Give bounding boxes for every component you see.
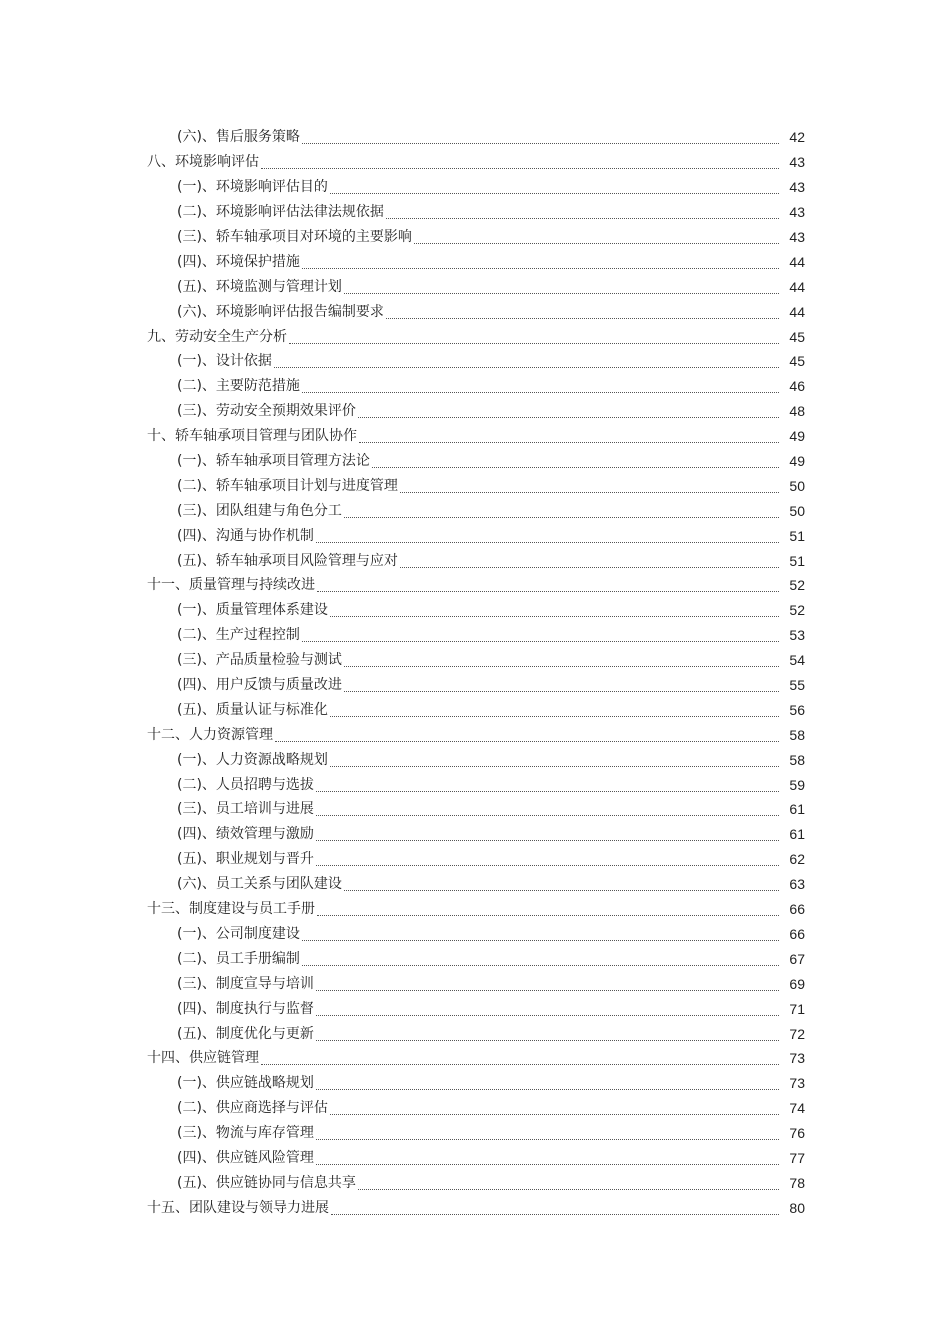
dot-leader [302,939,779,941]
toc-page-number: 51 [789,527,805,544]
toc-section-entry[interactable] [0,822,950,847]
toc-page-number: 43 [789,179,805,196]
toc-page-number: 58 [789,751,805,768]
toc-section-entry[interactable] [0,772,950,797]
dot-leader [359,441,779,443]
dot-leader [317,590,779,592]
dot-leader [330,765,779,767]
dot-leader [400,566,779,568]
toc-entry-title: (五)、职业规划与晋升 [177,851,314,868]
toc-entry-title: (二)、生产过程控制 [177,627,300,644]
toc-section-entry[interactable] [0,498,950,523]
toc-chapter-entry[interactable] [0,573,950,598]
toc-entry-title: (一)、质量管理体系建设 [177,602,328,619]
toc-page-number: 50 [789,502,805,519]
toc-section-entry[interactable] [0,922,950,947]
toc-entry-title: (四)、沟通与协作机制 [177,527,314,544]
toc-entry-title: (三)、轿车轴承项目对环境的主要影响 [177,229,412,245]
toc-page-number: 59 [789,776,805,793]
dot-leader [316,1039,779,1041]
dot-leader [316,864,779,866]
dot-leader [330,1113,779,1115]
dot-leader [302,640,779,642]
toc-entry-title: 十三、制度建设与员工手册 [147,901,315,918]
dot-leader [331,1213,779,1215]
toc-page-number: 56 [789,701,805,718]
table-of-contents [0,125,950,1220]
toc-page-number: 62 [789,851,805,868]
toc-entry-title: (一)、人力资源战略规划 [177,751,328,768]
toc-page-number: 48 [789,403,805,420]
toc-entry-title: (三)、团队组建与角色分工 [177,502,342,519]
toc-section-entry[interactable] [0,548,950,573]
toc-entry-title: (一)、设计依据 [177,353,272,370]
toc-chapter-entry[interactable] [0,1195,950,1220]
toc-chapter-entry[interactable] [0,722,950,747]
toc-page-number: 73 [789,1050,805,1067]
dot-leader [316,1163,779,1165]
toc-section-entry[interactable] [0,747,950,772]
toc-page-number: 58 [789,726,805,743]
toc-entry-title: (一)、供应链战略规划 [177,1075,314,1092]
dot-leader [400,491,779,493]
toc-section-entry[interactable] [0,274,950,299]
dot-leader [316,839,779,841]
toc-page-number: 61 [789,826,805,843]
toc-chapter-entry[interactable] [0,324,950,349]
dot-leader [344,690,779,692]
toc-entry-title: (六)、售后服务策略 [177,129,300,146]
toc-section-entry[interactable] [0,299,950,324]
dot-leader [316,1088,779,1090]
toc-entry-title: (四)、绩效管理与激励 [177,826,314,843]
toc-section-entry[interactable] [0,1096,950,1121]
toc-entry-title: (四)、供应链风险管理 [177,1149,314,1166]
dot-leader [274,366,779,368]
toc-page-number: 74 [789,1100,805,1117]
toc-section-entry[interactable] [0,200,950,225]
toc-page-number: 52 [789,602,805,619]
toc-page-number: 73 [789,1075,805,1092]
toc-entry-title: (五)、轿车轴承项目风险管理与应对 [177,552,398,569]
toc-entry-title: 十五、团队建设与领导力进展 [147,1199,329,1216]
toc-chapter-entry[interactable] [0,1046,950,1071]
toc-page-number: 80 [789,1199,805,1216]
toc-page-number: 43 [789,204,805,221]
toc-entry-title: (三)、产品质量检验与测试 [177,652,342,669]
toc-entry-title: (三)、劳动安全预期效果评价 [177,403,356,420]
toc-section-entry[interactable] [0,249,950,274]
toc-page-number: 67 [789,950,805,967]
toc-entry-title: (二)、环境影响评估法律法规依据 [177,204,384,221]
toc-section-entry[interactable] [0,1021,950,1046]
toc-chapter-entry[interactable] [0,897,950,922]
dot-leader [330,715,779,717]
toc-entry-title: (一)、环境影响评估目的 [177,179,328,196]
toc-page-number: 44 [789,253,805,270]
toc-page-number: 49 [789,428,805,445]
toc-section-entry[interactable] [0,673,950,698]
toc-page-number: 53 [789,627,805,644]
toc-page-number: 61 [789,801,805,818]
toc-section-entry[interactable] [0,971,950,996]
toc-page-number: 66 [789,925,805,942]
toc-entry-title: (三)、员工培训与进展 [177,801,314,818]
toc-entry-title: 九、劳动安全生产分析 [147,328,287,345]
toc-page-number: 44 [789,278,805,295]
toc-page-number: 55 [789,677,805,694]
toc-section-entry[interactable] [0,946,950,971]
toc-section-entry[interactable] [0,797,950,822]
toc-section-entry[interactable] [0,872,950,897]
toc-entry-title: (五)、质量认证与标准化 [177,701,328,718]
toc-section-entry[interactable] [0,1071,950,1096]
toc-entry-title: 十、轿车轴承项目管理与团队协作 [147,428,357,445]
dot-leader [302,267,779,269]
toc-page-number: 54 [789,652,805,669]
toc-section-entry[interactable] [0,225,950,250]
toc-section-entry[interactable] [0,598,950,623]
toc-section-entry[interactable] [0,449,950,474]
toc-page-number: 43 [789,154,805,171]
toc-page-number: 78 [789,1174,805,1191]
toc-page-number: 63 [789,876,805,893]
toc-section-entry[interactable] [0,648,950,673]
dot-leader [317,914,779,916]
toc-section-entry[interactable] [0,399,950,424]
dot-leader [358,1188,779,1190]
dot-leader [316,989,779,991]
dot-leader [316,1138,779,1140]
toc-page-number: 71 [789,1000,805,1017]
toc-section-entry[interactable] [0,623,950,648]
dot-leader [414,242,779,244]
dot-leader [275,740,779,742]
dot-leader [372,466,779,468]
toc-entry-title: (五)、环境监测与管理计划 [177,278,342,295]
toc-page-number: 50 [789,477,805,494]
dot-leader [302,964,779,966]
toc-entry-title: (二)、员工手册编制 [177,950,300,967]
toc-section-entry[interactable] [0,523,950,548]
toc-page-number: 76 [789,1125,805,1142]
toc-page-number: 52 [789,577,805,594]
toc-section-entry[interactable] [0,374,950,399]
toc-page-number: 51 [789,552,805,569]
toc-entry-title: (二)、主要防范措施 [177,378,300,395]
dot-leader [261,1063,779,1065]
toc-page-number: 42 [789,129,805,146]
dot-leader [316,814,779,816]
toc-entry-title: (一)、轿车轴承项目管理方法论 [177,453,370,470]
toc-page-number: 43 [789,229,805,245]
toc-entry-title: (六)、环境影响评估报告编制要求 [177,303,384,320]
toc-section-entry[interactable] [0,847,950,872]
toc-entry-title: 八、环境影响评估 [147,154,259,171]
toc-entry-title: (五)、制度优化与更新 [177,1025,314,1042]
dot-leader [261,167,779,169]
toc-section-entry[interactable] [0,175,950,200]
dot-leader [386,217,779,219]
toc-entry-title: (三)、制度宣导与培训 [177,975,314,992]
toc-section-entry[interactable] [0,1121,950,1146]
toc-entry-title: (六)、员工关系与团队建设 [177,876,342,893]
toc-entry-title: (四)、用户反馈与质量改进 [177,677,342,694]
toc-entry-title: (二)、供应商选择与评估 [177,1100,328,1117]
toc-page-number: 69 [789,975,805,992]
dot-leader [344,516,779,518]
toc-page-number: 66 [789,901,805,918]
dot-leader [344,665,779,667]
toc-page-number: 72 [789,1025,805,1042]
dot-leader [344,292,779,294]
toc-page-number: 77 [789,1149,805,1166]
toc-entry-title: (二)、人员招聘与选拔 [177,776,314,793]
toc-section-entry[interactable] [0,1146,950,1171]
toc-page-number: 45 [789,353,805,370]
toc-entry-title: (四)、制度执行与监督 [177,1000,314,1017]
dot-leader [316,1014,779,1016]
toc-section-entry[interactable] [0,1170,950,1195]
dot-leader [330,192,779,194]
toc-page-number: 46 [789,378,805,395]
toc-entry-title: (二)、轿车轴承项目计划与进度管理 [177,477,398,494]
dot-leader [316,541,779,543]
dot-leader [302,142,779,144]
toc-section-entry[interactable] [0,473,950,498]
dot-leader [330,615,779,617]
toc-section-entry[interactable] [0,697,950,722]
toc-section-entry[interactable] [0,125,950,150]
toc-chapter-entry[interactable] [0,424,950,449]
toc-entry-title: (四)、环境保护措施 [177,253,300,270]
toc-page-number: 45 [789,328,805,345]
dot-leader [316,790,779,792]
toc-chapter-entry[interactable] [0,150,950,175]
dot-leader [358,416,779,418]
toc-entry-title: 十四、供应链管理 [147,1050,259,1067]
toc-section-entry[interactable] [0,996,950,1021]
dot-leader [344,889,779,891]
toc-entry-title: 十二、人力资源管理 [147,726,273,743]
dot-leader [289,342,779,344]
toc-entry-title: (一)、公司制度建设 [177,925,300,942]
toc-entry-title: (五)、供应链协同与信息共享 [177,1174,356,1191]
toc-page-number: 49 [789,453,805,470]
toc-page-number: 44 [789,303,805,320]
dot-leader [386,317,779,319]
toc-entry-title: 十一、质量管理与持续改进 [147,577,315,594]
toc-entry-title: (三)、物流与库存管理 [177,1125,314,1142]
dot-leader [302,391,779,393]
toc-section-entry[interactable] [0,349,950,374]
